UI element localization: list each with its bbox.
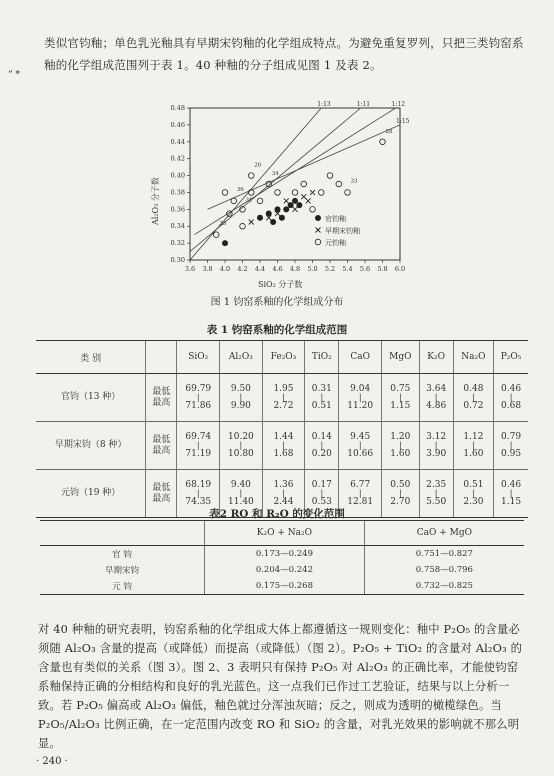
value-cell: 69.79 | 71.86 — [177, 374, 220, 422]
table1-header-cell: Al₂O₃ — [220, 341, 263, 374]
table1-header-cell: Na₂O — [453, 341, 493, 374]
table-row — [40, 562, 524, 578]
value-cell: 9.40 | 11.40 — [220, 470, 263, 518]
y-tick-label: 0.32 — [170, 239, 185, 248]
value-cell: 0.51 | 2.30 — [453, 470, 493, 518]
value-cell: 10.20 | 10.80 — [220, 422, 263, 470]
table2-header-cell: K₂O + Na₂O — [205, 521, 365, 546]
legend-marker-filled — [315, 215, 321, 221]
table1-header-row — [36, 341, 528, 374]
value-cell: 0.75 | 1.15 — [382, 374, 420, 422]
x-tick-label: 5.4 — [342, 265, 353, 273]
table2-header-cell: CaO + MgO — [364, 521, 524, 546]
data-point-guanjun — [222, 240, 228, 246]
data-point-yuanjun — [275, 190, 281, 196]
data-point-yuanjun — [231, 198, 237, 204]
value-cell: 0.50 | 2.70 — [382, 470, 420, 518]
table-row — [36, 374, 528, 422]
ratio-line-label: 1:11 — [356, 101, 371, 108]
table1-title: 表 1 钧窑系釉的化学组成范围 — [206, 324, 348, 336]
y-tick-label: 0.36 — [170, 205, 185, 214]
legend-label: 早期宋钧釉 — [325, 227, 360, 235]
value-cell: 0.14 | 0.20 — [305, 422, 339, 470]
value-cell: 3.12 | 3.90 — [419, 422, 453, 470]
value-cell: 9.45 | 10.66 — [339, 422, 382, 470]
value-cell: 1.36 | 2.44 — [262, 470, 305, 518]
data-point-yuanjun — [318, 190, 324, 196]
x-axis-label: SiO₂ 分子数 — [258, 280, 303, 289]
data-point-yuanjun — [213, 232, 219, 238]
value-cell: 1.20 | 1.60 — [382, 422, 420, 470]
row-label: 早期宋钧 — [105, 566, 140, 576]
y-tick-label: 0.46 — [170, 120, 185, 129]
data-point-yuanjun — [345, 190, 351, 196]
value-cell: 0.17 | 0.53 — [305, 470, 339, 518]
data-point-guanjun — [283, 206, 289, 212]
plot-frame — [190, 108, 400, 260]
table1-header-cell: SiO₂ — [177, 341, 220, 374]
point-label: 26 — [254, 162, 262, 169]
ratio-line-label: 1:13 — [317, 101, 331, 108]
table1-header-cell: Fe₂O₃ — [262, 341, 305, 374]
figure-1-scatter — [150, 80, 420, 295]
value-cell: 68.19 | 74.35 — [177, 470, 220, 518]
data-point-yuanjun — [380, 139, 386, 145]
point-label: 28 — [385, 128, 393, 135]
table-row — [40, 546, 524, 563]
point-label: 31 — [245, 197, 253, 204]
data-point-guanjun — [292, 198, 298, 204]
x-tick-label: 4.6 — [272, 265, 283, 273]
point-label: 35 — [219, 220, 227, 227]
table2-header-cell — [40, 521, 205, 546]
table1-header-cell: TiO₂ — [305, 341, 339, 374]
point-label: 34 — [271, 171, 279, 178]
ratio-line-label: 1:15 — [396, 117, 410, 125]
table1-header-cell: P₂O₅ — [494, 341, 528, 374]
value-cell: 0.79 | 0.95 — [494, 422, 528, 470]
value-cell: 0.31 | 0.51 — [305, 374, 339, 422]
row-minmax: 最低 最高 — [146, 422, 177, 470]
row-minmax: 最低 最高 — [146, 374, 177, 422]
top-paragraph: 类似官钧釉；单色乳光釉具有早期宋钧釉的化学组成特点。为避免重复罗列，只把三类钧窑系釉的化学组成范围列于表 1。40 种釉的分子组成见图 1 及表 2。 — [44, 36, 524, 72]
y-tick-label: 0.48 — [170, 104, 185, 112]
value-cell: 2.35 | 5.50 — [419, 470, 453, 518]
x-tick-label: 4.4 — [254, 265, 266, 273]
data-point-yuanjun — [292, 190, 298, 196]
row-category: 官钧（13 种） — [36, 374, 146, 422]
y-tick-label: 0.40 — [170, 171, 185, 180]
legend-marker-open — [315, 239, 321, 245]
range-cell: 0.732—0.825 — [364, 578, 524, 595]
margin-mark: “ * — [8, 70, 20, 80]
table1 — [36, 340, 528, 518]
table1-header-cell: 类 别 — [36, 341, 146, 374]
x-tick-label: 6.0 — [394, 265, 406, 273]
range-cell: 0.204—0.242 — [205, 562, 365, 578]
x-tick-label: 5.2 — [324, 265, 336, 273]
value-cell: 1.95 | 2.72 — [262, 374, 305, 422]
value-cell: 0.46 | 1.15 — [494, 470, 528, 518]
x-tick-label: 5.6 — [359, 265, 371, 273]
y-axis-label: Al₂O₃ 分子数 — [151, 177, 160, 225]
value-cell: 6.77 | 12.81 — [339, 470, 382, 518]
table2-header-row — [40, 521, 524, 546]
x-tick-label: 5.0 — [307, 265, 318, 273]
value-cell: 1.44 | 1.68 — [262, 422, 305, 470]
data-point-yuanjun — [310, 207, 316, 213]
value-cell: 0.46 | 0.68 — [494, 374, 528, 422]
data-point-yuanjun — [240, 223, 246, 229]
row-label: 官 钧 — [112, 550, 132, 560]
point-label: 33 — [350, 178, 358, 185]
value-cell: 9.50 | 9.90 — [220, 374, 263, 422]
x-tick-label: 4.2 — [237, 265, 248, 273]
ratio-line — [190, 108, 321, 260]
value-cell: 69.74 | 71.19 — [177, 422, 220, 470]
table1-header-cell: MgO — [382, 341, 420, 374]
data-point-yuanjun — [301, 181, 307, 187]
row-category: 早期宋钧（8 种） — [36, 422, 146, 470]
row-category: 元钧（19 种） — [36, 470, 146, 518]
bottom-paragraph: 对 40 种釉的研究表明，钧窑系釉的化学组成大体上都遵循这一规则变化：釉中 P₂O₅ 的含量必须随 Al₂O₃ 含量的提高（或降低）而提高（或降低）（图 2）。P₂O₅ + TiO₂ 的含量对 Al₂O₃ 的含量也有类似的关系（图 3）。图 2、3 表明只有保持 P₂O₅ 对 Al₂O₃ 的正确比率，才能使钧窑系釉保持正确的分相结构和良好的乳光蓝色。这一点我们已作过工艺验证，结果与以上分析一致。若 P₂O₅ 偏高或 Al₂O₃ 偏低，釉色就过分浑浊灰暗；反之，则成为透明的橄榄绿色。当 P₂O₅/Al₂O₃ 比例正确，在一定范围内改变 RO 和 SiO₂ 的含量，对乳光效果的影响就不那么明显。 — [38, 623, 523, 750]
y-tick-label: 0.38 — [170, 188, 185, 197]
range-cell: 0.173—0.249 — [205, 546, 365, 563]
data-point-yuanjun — [327, 173, 333, 179]
table1-header-cell — [146, 341, 177, 374]
range-cell: 0.751—0.827 — [364, 546, 524, 563]
table-row — [40, 578, 524, 595]
data-point-yuanjun — [248, 173, 254, 179]
data-point-yuanjun — [222, 190, 228, 196]
row-minmax: 最低 最高 — [146, 470, 177, 518]
x-tick-label: 4.0 — [219, 265, 231, 273]
data-point-yuanjun — [257, 198, 263, 204]
y-tick-label: 0.30 — [170, 256, 185, 264]
data-point-guanjun — [257, 215, 263, 221]
table2-title: 表2 RO 和 R₂O 的变化范围 — [209, 508, 345, 520]
range-cell: 0.758—0.796 — [364, 562, 524, 578]
ratio-line-label: 1:12 — [391, 101, 406, 108]
value-cell: 0.48 | 0.72 — [453, 374, 493, 422]
figure-caption: 图 1 钧窑系釉的化学组成分布 — [210, 297, 344, 308]
value-cell: 9.04 | 11.20 — [339, 374, 382, 422]
row-label: 元 钧 — [40, 578, 205, 595]
y-tick-label: 0.44 — [170, 137, 185, 146]
x-tick-label: 4.8 — [289, 265, 301, 273]
page-number: · 240 · — [36, 756, 68, 767]
data-point-yuanjun — [336, 181, 342, 187]
y-tick-label: 0.42 — [170, 154, 185, 163]
table2 — [40, 520, 524, 595]
value-cell: 3.64 | 4.86 — [419, 374, 453, 422]
table1-header-cell: K₂O — [419, 341, 453, 374]
table1-header-cell: CaO — [339, 341, 382, 374]
table-row — [36, 422, 528, 470]
x-tick-label: 5.8 — [377, 265, 388, 273]
value-cell: 1.12 | 1.60 — [453, 422, 493, 470]
point-label: 36 — [236, 187, 244, 194]
x-tick-label: 3.8 — [202, 265, 213, 273]
range-cell: 0.175—0.268 — [205, 578, 365, 595]
x-tick-label: 3.6 — [184, 265, 196, 273]
y-tick-label: 0.34 — [170, 222, 185, 231]
legend-label: 官钧釉 — [325, 215, 346, 223]
legend-label: 元钧釉 — [325, 239, 346, 247]
